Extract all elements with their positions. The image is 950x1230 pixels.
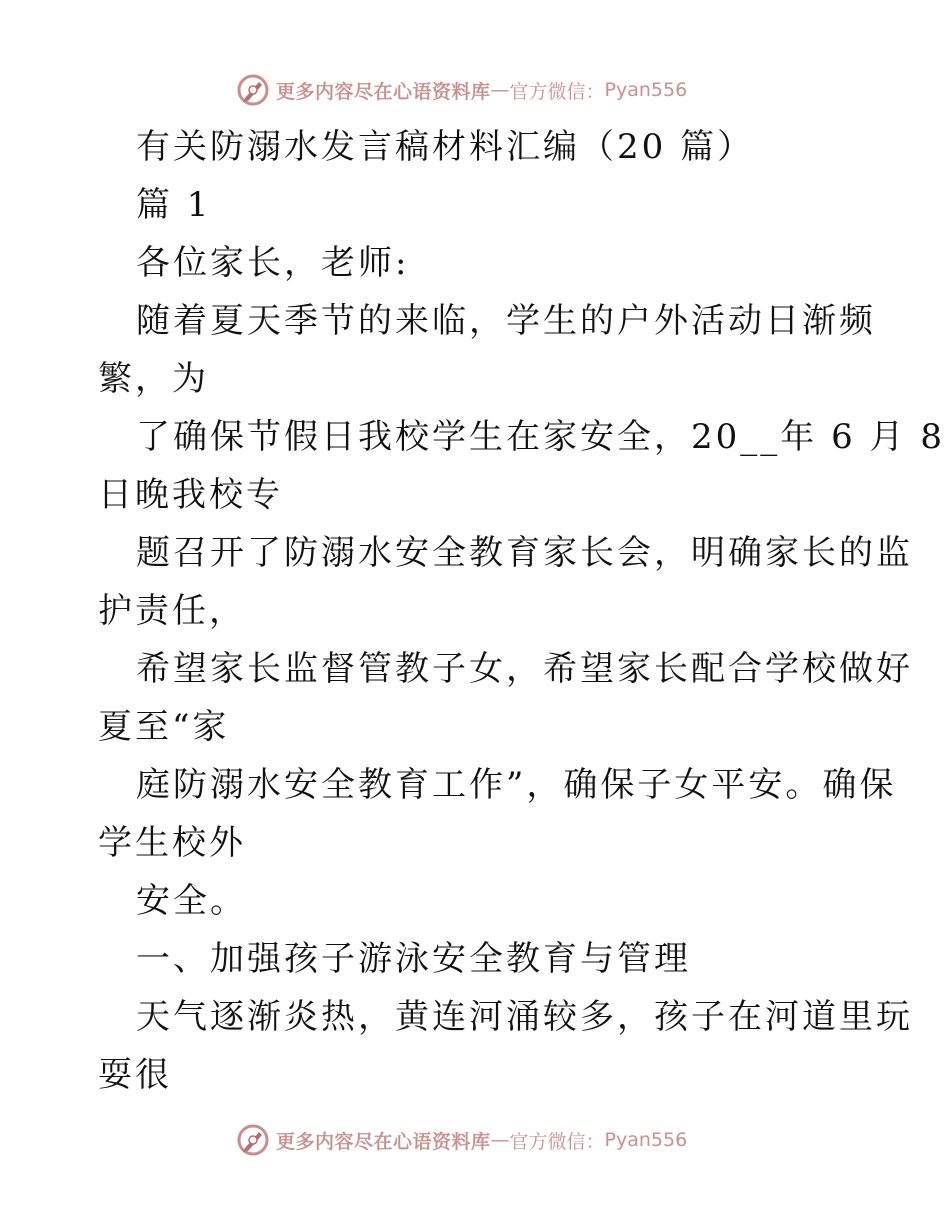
banner-site-text: 更多内容尽在心语资料库 <box>276 1130 491 1153</box>
paragraph-line: 学生校外 <box>98 823 246 863</box>
paragraph-line: 耍很 <box>98 1055 172 1095</box>
paragraph-line: 日晚我校专 <box>98 475 283 515</box>
header-banner <box>236 72 687 108</box>
footer-banner <box>236 1122 687 1158</box>
banner-wechat-label: 官方微信： <box>509 1130 605 1153</box>
section-heading: 篇 1 <box>136 185 212 225</box>
banner-wechat-label: 官方微信： <box>509 80 605 103</box>
paragraph-line: 希望家长监督管教子女，希望家长配合学校做好 <box>136 649 913 689</box>
banner-site-text: 更多内容尽在心语资料库 <box>276 80 491 103</box>
banner-separator: — <box>490 79 510 101</box>
paragraph-line: 护责任， <box>98 591 246 631</box>
paragraph-line: 天气逐渐炎热，黄连河涌较多，孩子在河道里玩 <box>136 997 913 1037</box>
paragraph-line: 随着夏天季节的来临，学生的户外活动日渐频 <box>136 301 876 341</box>
salutation: 各位家长，老师: <box>136 243 410 283</box>
banner-wechat-id: Pyan556 <box>604 1129 688 1151</box>
banner-wechat-id: Pyan556 <box>604 79 688 101</box>
paragraph-line: 安全。 <box>136 881 247 921</box>
document-title: 有关防溺水发言稿材料汇编（20 篇） <box>136 127 755 167</box>
document-body <box>0 118 950 1104</box>
paragraph-line: 繁，为 <box>98 359 209 399</box>
banner-separator: — <box>490 1129 510 1151</box>
paragraph-line: 了确保节假日我校学生在家安全，20__年 6 月 8 <box>136 417 945 457</box>
pen-logo-icon <box>236 1123 270 1157</box>
subsection-heading: 一、加强孩子游泳安全教育与管理 <box>136 939 691 979</box>
paragraph-line: 庭防溺水安全教育工作”，确保子女平安。确保 <box>136 765 897 805</box>
paragraph-line: 夏至“家 <box>98 707 230 747</box>
paragraph-line: 题召开了防溺水安全教育家长会，明确家长的监 <box>136 533 913 573</box>
pen-logo-icon <box>236 73 270 107</box>
